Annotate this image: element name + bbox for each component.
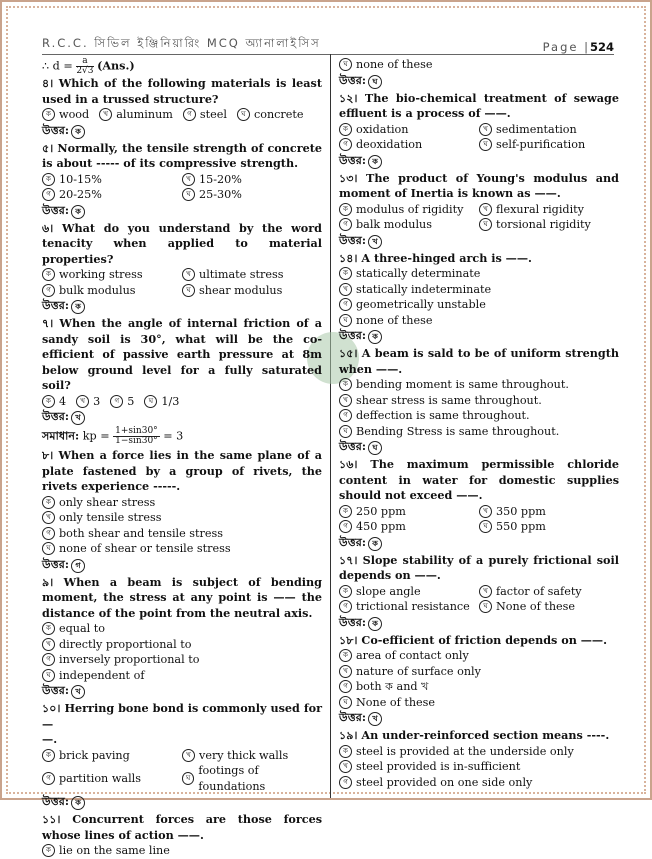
option-marker-icon: গ xyxy=(339,520,352,533)
option-marker-icon: খ xyxy=(479,203,492,216)
answer-marker-icon: খ xyxy=(71,685,85,699)
question-text: ৫। Normally, the tensile strength of concrete is about ----- of its compressive strength. xyxy=(42,140,322,170)
question-text: ১০। Herring bone bond is commonly used for — xyxy=(42,701,322,731)
answer-line: উত্তর: খ xyxy=(42,409,322,425)
answer-line: উত্তর: ক xyxy=(339,535,619,551)
answer-marker-icon: খ xyxy=(368,712,382,726)
option-marker-icon: খ xyxy=(339,283,352,296)
option-marker-icon: ক xyxy=(42,496,55,509)
answer-option: গ deoxidation xyxy=(339,137,479,153)
options-row xyxy=(339,584,619,600)
answer-line: উত্তর: ক xyxy=(339,615,619,631)
option-marker-icon: খ xyxy=(339,665,352,678)
options-row xyxy=(42,748,322,764)
answer-option: গ both shear and tensile stress xyxy=(42,526,322,542)
question-text: ১৮। Co-efficient of friction depends on ——. xyxy=(339,632,607,647)
answer-option: গ both ক and খ xyxy=(339,679,619,695)
answer-option: ক bending moment is same throughout. xyxy=(339,377,619,393)
answer-option: গ deffection is same throughout. xyxy=(339,408,619,424)
answer-line: উত্তর: ঘ xyxy=(339,73,619,89)
option-marker-icon: গ xyxy=(339,138,352,151)
answer-option: গ geometrically unstable xyxy=(339,297,619,313)
answer-option: ঘ torsional rigidity xyxy=(479,217,619,233)
option-marker-icon: খ xyxy=(42,511,55,524)
question-text: ১৫। A beam is sald to be of uniform strength when ——. xyxy=(339,346,619,376)
question-text: ১৬। The maximum permissible chloride content in water for domestic supplies should not exceed ——. xyxy=(339,457,619,502)
question-text: ১৩। The product of Young's modulus and moment of Inertia is known as ——. xyxy=(339,170,619,200)
answer-marker-icon: ক xyxy=(71,125,85,139)
answer-option: ঘ self-purification xyxy=(479,137,619,153)
option-marker-icon: ক xyxy=(339,585,352,598)
option-marker-icon: গ xyxy=(183,108,196,121)
answer-option: ঘ Bending Stress is same throughout. xyxy=(339,424,619,440)
answer-option: ঘ none of these xyxy=(339,313,619,329)
page-number: Page |524 xyxy=(542,40,614,54)
formula-line: ∴ d = $\frac{a}{2√3} (Ans.)$ xyxy=(42,56,135,76)
question-text: ৮। When a force lies in the same plane of a plate fastened by a group of rivets, the rivets experience -----. xyxy=(42,448,322,493)
answer-option: ঘ concrete xyxy=(237,107,304,123)
answer-marker-icon: ক xyxy=(368,617,382,631)
option-marker-icon: গ xyxy=(339,218,352,231)
answer-option: খ statically indeterminate xyxy=(339,282,619,298)
option-marker-icon: ক xyxy=(42,108,55,121)
option-marker-icon: ঘ xyxy=(182,772,194,785)
option-marker-icon: ঘ xyxy=(339,425,352,438)
answer-option: ঘ none of shear or tensile stress xyxy=(42,541,322,557)
answer-option: ঘ none of these xyxy=(339,57,619,73)
question-text: ১২। The bio-chemical treatment of sewage effluent is a process of ——. xyxy=(339,90,619,120)
option-marker-icon: গ xyxy=(42,284,55,297)
answer-marker-icon: ক xyxy=(368,537,382,551)
option-marker-icon: ক xyxy=(339,123,352,136)
answer-option: ক lie on the same line xyxy=(42,843,322,859)
answer-line: উত্তর: খ xyxy=(339,710,619,726)
question-text: ৭। When the angle of internal friction of a sandy soil is 30°, what will be the co-efficient of passive earth pressure at 8m below ground level for a fully saturated soil? xyxy=(42,316,322,392)
option-marker-icon: ঘ xyxy=(339,696,352,709)
answer-option: খ flexural rigidity xyxy=(479,202,619,218)
answer-option: ক 4 xyxy=(42,394,66,410)
answer-option: ক 250 ppm xyxy=(339,504,479,520)
answer-option: গ bulk modulus xyxy=(42,283,182,299)
answer-line: উত্তর: ক xyxy=(339,153,619,169)
option-marker-icon: গ xyxy=(339,298,352,311)
options-row xyxy=(339,217,619,233)
answer-line: উত্তর: ক xyxy=(42,298,322,314)
question-text: ৬। What do you understand by the word tenacity when applied to material properties? xyxy=(42,220,322,266)
option-marker-icon: গ xyxy=(339,409,352,422)
options-row xyxy=(42,187,322,203)
option-marker-icon: খ xyxy=(479,123,492,136)
option-marker-icon: ঘ xyxy=(339,314,352,327)
answer-option: ক steel is provided at the underside only xyxy=(339,744,619,760)
answer-option: ক brick paving xyxy=(42,748,182,764)
options-row xyxy=(339,519,619,535)
option-marker-icon: গ xyxy=(339,776,352,789)
answer-line: উত্তর: ক xyxy=(42,203,322,219)
answer-option: ঘ 1/3 xyxy=(144,394,179,410)
answer-option: খ shear stress is same throughout. xyxy=(339,393,619,409)
answer-line: উত্তর: খ xyxy=(42,683,322,699)
question-text: ১৪। A three-hinged arch is ——. xyxy=(339,250,532,265)
answer-option: গ 450 ppm xyxy=(339,519,479,535)
answer-option: গ inversely proportional to xyxy=(42,652,322,668)
option-marker-icon: গ xyxy=(42,527,55,540)
options-row xyxy=(42,267,322,283)
question-text: ১৯। An under-reinforced section means ----. xyxy=(339,728,610,742)
option-marker-icon: ক xyxy=(42,268,55,281)
answer-option: খ 350 ppm xyxy=(479,504,619,520)
answer-option: খ directly proportional to xyxy=(42,637,322,653)
option-marker-icon: ক xyxy=(339,203,352,216)
option-marker-icon: ঘ xyxy=(479,600,492,613)
option-marker-icon: খ xyxy=(479,505,492,518)
column-divider xyxy=(330,54,331,798)
answer-marker-icon: ঘ xyxy=(368,441,382,455)
option-marker-icon: ঘ xyxy=(479,520,492,533)
option-marker-icon: ক xyxy=(42,395,55,408)
answer-option: ঘ 25-30% xyxy=(182,187,322,203)
options-row xyxy=(339,599,619,615)
option-marker-icon: খ xyxy=(182,268,195,281)
left-column xyxy=(42,57,322,859)
options-row xyxy=(339,137,619,153)
question-text: ১১। Concurrent forces are those forces whose lines of action ——. xyxy=(42,812,322,842)
option-marker-icon: ক xyxy=(339,267,352,280)
option-marker-icon: ক xyxy=(42,844,55,857)
option-marker-icon: গ xyxy=(42,772,55,785)
option-marker-icon: খ xyxy=(99,108,112,121)
options-row xyxy=(42,283,322,299)
answer-option: ক working stress xyxy=(42,267,182,283)
answer-line: উত্তর: ঘ xyxy=(339,439,619,455)
option-marker-icon: ক xyxy=(42,622,55,635)
answer-line: উত্তর: ক xyxy=(42,794,322,810)
question-text: ৪। Which of the following materials is least used in a trussed structure? xyxy=(42,76,322,106)
answer-marker-icon: ক xyxy=(368,330,382,344)
option-marker-icon: ক xyxy=(42,173,55,186)
question-text: ৯। When a beam is subject of bending moment, the stress at any point is —— the distance of the point from the neutral axis. xyxy=(42,574,322,620)
answer-option: ক modulus of rigidity xyxy=(339,202,479,218)
options-row xyxy=(42,394,322,410)
option-marker-icon: ক xyxy=(339,378,352,391)
option-marker-icon: গ xyxy=(339,680,352,693)
answer-option: ঘ shear modulus xyxy=(182,283,322,299)
answer-option: খ only tensile stress xyxy=(42,510,322,526)
page-header xyxy=(42,32,614,55)
options-row xyxy=(339,122,619,138)
solution-line: সমাধান: kp = $\frac{1+\sin 30^\circ}{1-\sin 30^\circ} = 3$ xyxy=(42,426,184,446)
answer-option: ক equal to xyxy=(42,621,322,637)
answer-option: ক 10-15% xyxy=(42,172,182,188)
option-marker-icon: খ xyxy=(42,638,55,651)
answer-option: ঘ independent of xyxy=(42,668,322,684)
answer-marker-icon: ক xyxy=(71,300,85,314)
answer-option: ক statically determinate xyxy=(339,266,619,282)
option-marker-icon: ঘ xyxy=(42,542,55,555)
answer-option: খ 15-20% xyxy=(182,172,322,188)
answer-option: গ steel provided on one side only xyxy=(339,775,619,791)
options-row xyxy=(42,172,322,188)
option-marker-icon: ঘ xyxy=(182,284,195,297)
question-text-cont: —. xyxy=(42,732,58,746)
option-marker-icon: ঘ xyxy=(42,669,55,682)
answer-option: খ ultimate stress xyxy=(182,267,322,283)
option-marker-icon: ক xyxy=(339,505,352,518)
option-marker-icon: খ xyxy=(182,173,195,186)
answer-option: খ nature of surface only xyxy=(339,664,619,680)
option-marker-icon: খ xyxy=(182,749,195,762)
answer-marker-icon: গ xyxy=(71,559,85,573)
answer-marker-icon: খ xyxy=(368,235,382,249)
answer-option: গ 5 xyxy=(110,394,134,410)
header-title: R.C.C. সিভিল ইঞ্জিনিয়ারিং MCQ অ্যানালাইসিস xyxy=(42,36,321,50)
answer-marker-icon: ক xyxy=(368,155,382,169)
option-marker-icon: গ xyxy=(42,653,55,666)
option-marker-icon: খ xyxy=(76,395,89,408)
right-column xyxy=(339,57,619,790)
answer-line: উত্তর: ক xyxy=(339,328,619,344)
answer-option: ঘ None of these xyxy=(339,695,619,711)
option-marker-icon: ঘ xyxy=(144,395,157,408)
answer-option: ঘ footings of foundations xyxy=(182,763,322,794)
answer-marker-icon: খ xyxy=(71,411,85,425)
answer-option: ঘ 550 ppm xyxy=(479,519,619,535)
option-marker-icon: ক xyxy=(339,649,352,662)
option-marker-icon: ক xyxy=(42,749,55,762)
option-marker-icon: ঘ xyxy=(339,58,352,71)
option-marker-icon: ঘ xyxy=(479,138,492,151)
options-row xyxy=(339,202,619,218)
answer-marker-icon: ঘ xyxy=(368,75,382,89)
options-row xyxy=(339,504,619,520)
option-marker-icon: গ xyxy=(110,395,123,408)
answer-option: খ very thick walls xyxy=(182,748,322,764)
option-marker-icon: খ xyxy=(339,394,352,407)
option-marker-icon: খ xyxy=(339,760,352,773)
answer-line: উত্তর: খ xyxy=(339,233,619,249)
answer-option: গ steel xyxy=(183,107,227,123)
answer-option: ক slope angle xyxy=(339,584,479,600)
answer-option: খ 3 xyxy=(76,394,100,410)
answer-option: ক oxidation xyxy=(339,122,479,138)
option-marker-icon: খ xyxy=(479,585,492,598)
option-marker-icon: ঘ xyxy=(237,108,250,121)
answer-option: ঘ None of these xyxy=(479,599,619,615)
options-row xyxy=(42,763,322,794)
answer-option: ক area of contact only xyxy=(339,648,619,664)
answer-option: গ balk modulus xyxy=(339,217,479,233)
answer-option: খ factor of safety xyxy=(479,584,619,600)
answer-option: ক wood xyxy=(42,107,89,123)
answer-marker-icon: ক xyxy=(71,205,85,219)
answer-option: ক only shear stress xyxy=(42,495,322,511)
option-marker-icon: ঘ xyxy=(479,218,492,231)
answer-option: গ trictional resistance xyxy=(339,599,479,615)
answer-line: উত্তর: ক xyxy=(42,123,322,139)
option-marker-icon: গ xyxy=(339,600,352,613)
answer-option: খ sedimentation xyxy=(479,122,619,138)
answer-option: খ steel provided is in-sufficient xyxy=(339,759,619,775)
option-marker-icon: ঘ xyxy=(182,188,195,201)
question-text: ১৭। Slope stability of a purely frictional soil depends on ——. xyxy=(339,552,619,582)
options-row xyxy=(42,107,322,123)
answer-marker-icon: ক xyxy=(71,796,85,810)
answer-option: খ aluminum xyxy=(99,107,173,123)
answer-option: গ partition walls xyxy=(42,763,182,794)
answer-option: গ 20-25% xyxy=(42,187,182,203)
option-marker-icon: গ xyxy=(42,188,55,201)
option-marker-icon: ক xyxy=(339,745,352,758)
answer-line: উত্তর: গ xyxy=(42,557,322,573)
